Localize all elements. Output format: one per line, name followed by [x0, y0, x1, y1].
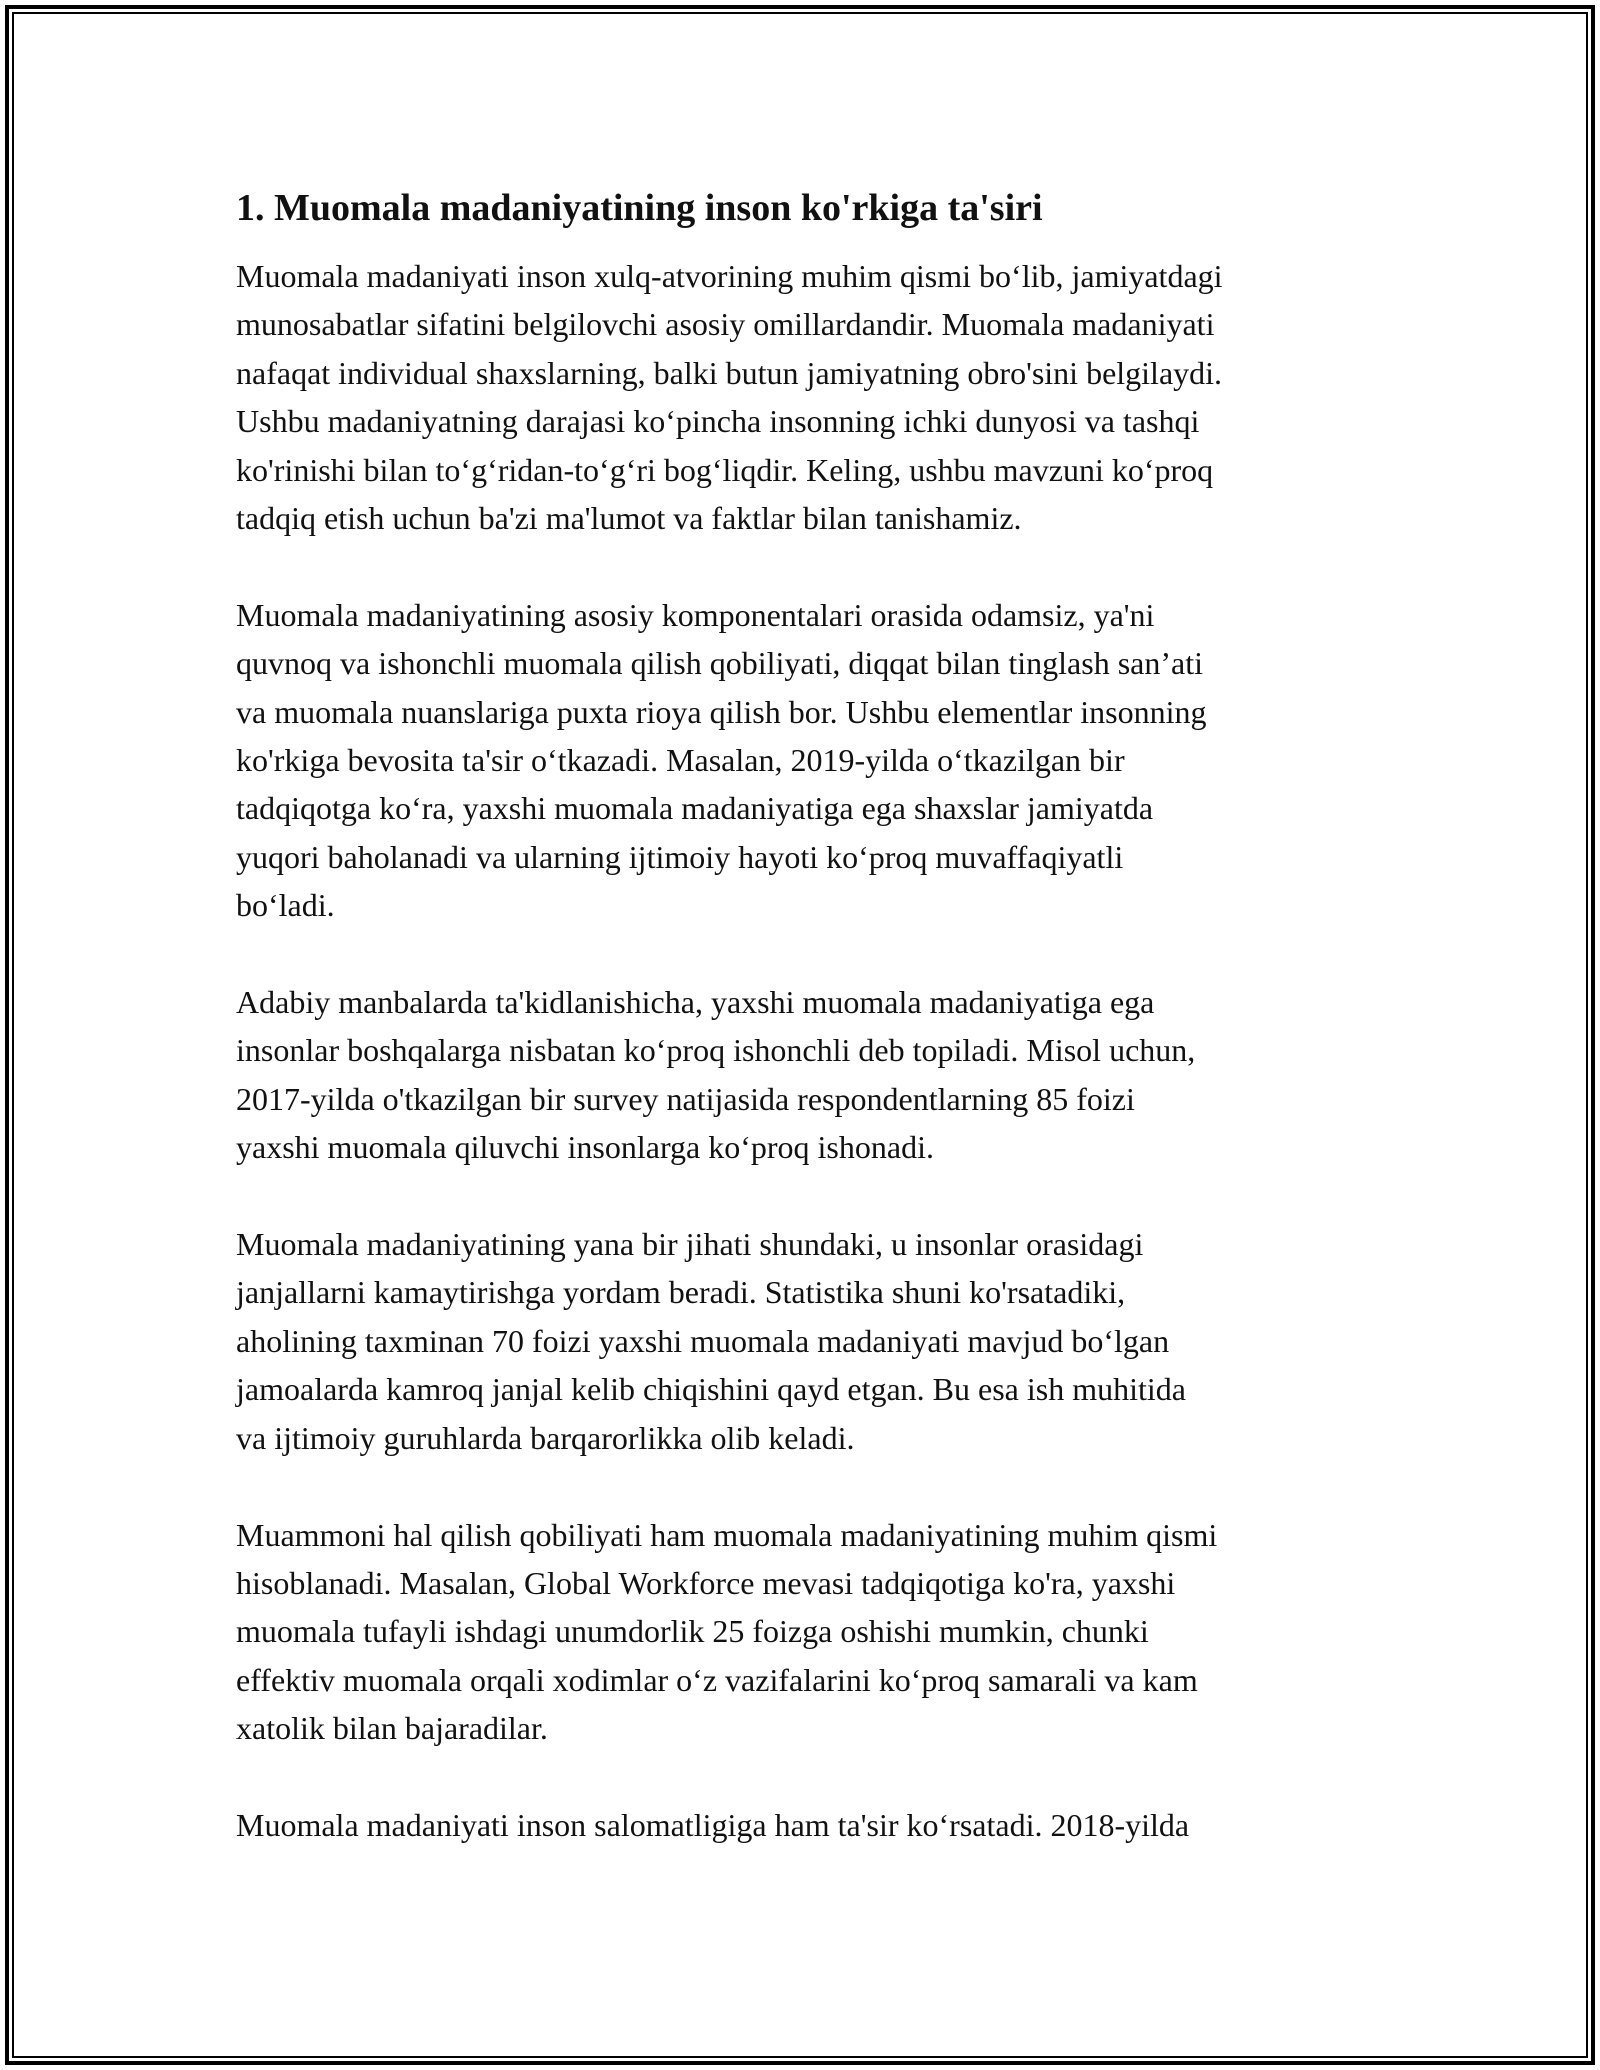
- paragraph-5: Muammoni hal qilish qobiliyati ham muomala madaniyatining muhim qismi hisoblanadi. Masalan, Global Workforce mevasi tadqiqotiga ko'ra, yaxshi muomala tufayli ishdagi unumdorlik 25 foizga oshishi mumkin, chunki effektiv muomala orqali xodimlar o‘z vazifalarini ko‘proq samarali va kam xatolik bilan bajaradilar.: [236, 1516, 1218, 1747]
- document-body: [236, 184, 1386, 1898]
- paragraph-3: Adabiy manbalarda ta'kidlanishicha, yaxshi muomala madaniyatiga ega insonlar boshqalarga nisbatan ko‘proq ishonchli deb topiladi. Misol uchun, 2017-yilda o'tkazilgan bir survey natijasida respondentlarning 85 foizi yaxshi muomala qiluvchi insonlarga ko‘proq ishonadi.: [236, 984, 1196, 1166]
- paragraph-4: Muomala madaniyatining yana bir jihati shundaki, u insonlar orasidagi janjallarni kamaytirishga yordam beradi. Statistika shuni ko'rsatadiki, aholining taxminan 70 foizi yaxshi muomala madaniyati mavjud bo‘lgan jamoalarda kamroq janjal kelib chiqishini qayd etgan. Bu esa ish muhitida va ijtimoiy guruhlarda barqarorlikka olib keladi.: [236, 1226, 1186, 1456]
- paragraph-2: Muomala madaniyatining asosiy komponentalari orasida odamsiz, ya'ni quvnoq va ishonchli muomala qilish qobiliyati, diqqat bilan tinglash san’ati va muomala nuanslariga puxta rioya qilish bor. Ushbu elementlar insonning ko'rkiga bevosita ta'sir o‘tkazadi. Masalan, 2019-yilda o‘tkazilgan bir tadqiqotga ko‘ra, yaxshi muomala madaniyatiga ega shaxslar jamiyatda yuqori baholanadi va ularning ijtimoiy hayoti ko‘proq muvaffaqiyatli bo‘ladi.: [236, 596, 1207, 924]
- paragraph-6: Muomala madaniyati inson salomatligiga ham ta'sir ko‘rsatadi. 2018-yilda: [236, 1806, 1190, 1843]
- paragraph-1: Muomala madaniyati inson xulq-atvorining muhim qismi bo‘lib, jamiyatdagi munosabatlar sifatini belgilovchi asosiy omillardandir. Muomala madaniyati nafaqat individual shaxslarning, balki butun jamiyatning obro'sini belgilaydi. Ushbu madaniyatning darajasi ko‘pincha insonning ichki dunyosi va tashqi ko'rinishi bilan to‘g‘ridan-to‘g‘ri bog‘liqdir. Keling, ushbu mavzuni ko‘proq tadqiq etish uchun ba'zi ma'lumot va faktlar bilan tanishamiz.: [236, 258, 1223, 537]
- section-heading: 1. Muomala madaniyatining inson ko'rkiga ta'siri: [236, 187, 1043, 229]
